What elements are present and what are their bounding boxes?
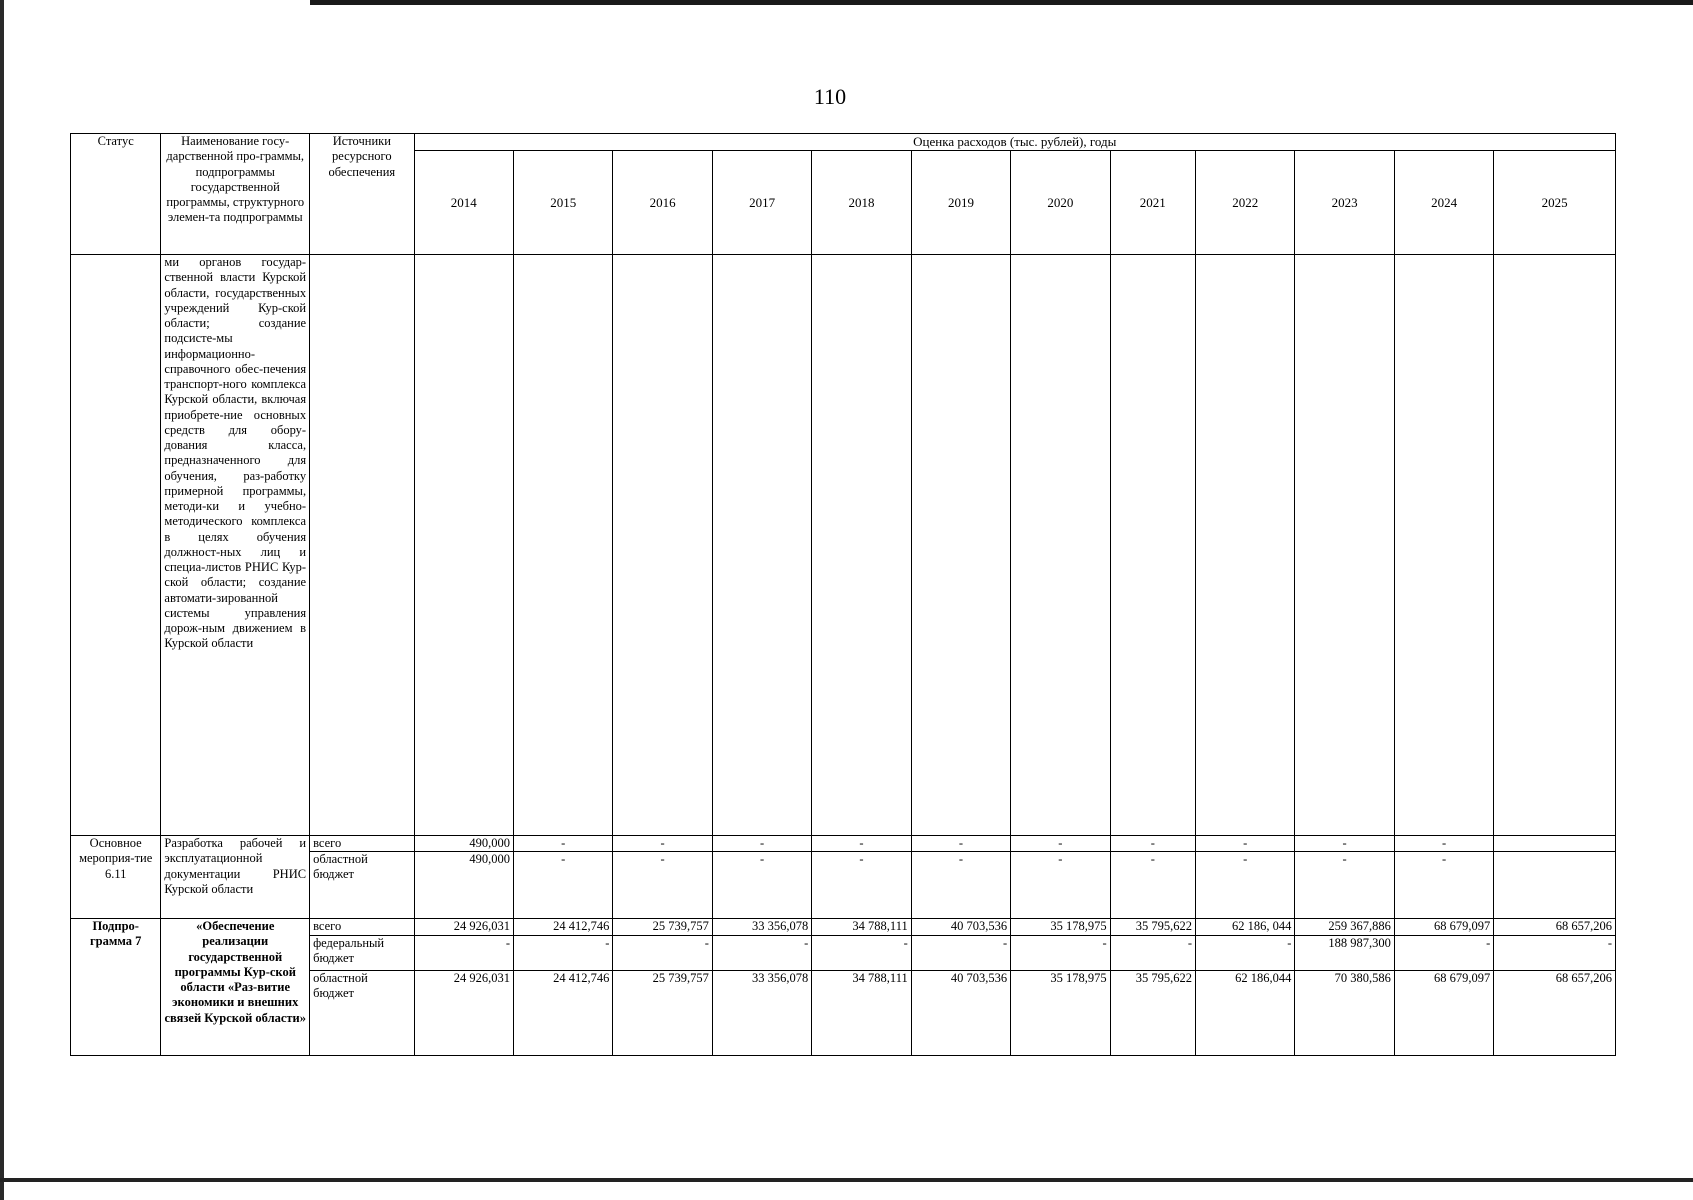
header-year: 2023 xyxy=(1295,151,1394,255)
value: 35 178,975 xyxy=(1011,919,1109,936)
subprogram-7-sources xyxy=(310,919,414,1056)
source-label: областной бюджет xyxy=(313,852,368,882)
measure-611-status: Основное мероприя-тие 6.11 xyxy=(71,836,161,919)
value-cell xyxy=(911,836,1010,919)
header-year: 2016 xyxy=(613,151,712,255)
value: 25 739,757 xyxy=(613,919,711,936)
value: 68 657,206 xyxy=(1494,919,1615,936)
header-year: 2020 xyxy=(1011,151,1110,255)
value: - xyxy=(613,936,711,971)
value: - xyxy=(1150,852,1155,866)
value: 188 987,300 xyxy=(1295,936,1393,971)
value: 35 795,622 xyxy=(1111,919,1195,936)
value-cell xyxy=(1011,919,1110,1056)
scan-edge-top xyxy=(310,0,1693,5)
header-year: 2017 xyxy=(712,151,811,255)
value: 33 356,078 xyxy=(713,919,811,936)
subprogram-7-name: «Обеспечение реализации государственной программы Кур-ской области «Раз-витие экономики и внешних связей Курской области» xyxy=(161,919,310,1056)
page-number: 110 xyxy=(813,84,847,109)
value: 33 356,078 xyxy=(752,971,809,985)
value: 68 679,097 xyxy=(1395,919,1493,936)
measure-611-sources xyxy=(310,836,414,919)
empty-cell xyxy=(1494,255,1616,836)
header-year: 2024 xyxy=(1394,151,1493,255)
value-cell xyxy=(513,919,612,1056)
continuation-name: ми органов государ-ственной власти Курской области, государственных учреждений Кур-ской области; создание подсисте-мы информационно-справочного обес-печения транспорт-ного комплекса Курской области, включая приобрете-ние основных средств для обору-дования класса, предназначенного для обучения, раз-работку примерной программы, методи-ки и учебно-методического комплекса в целях обучения должност-ных лиц и специа-листов РНИС Кур-ской области; создание автомати-зированной системы управления дорож-ным движением в Курской области xyxy=(161,255,310,836)
measure-611-name: Разработка рабочей и эксплуатационной документации РНИС Курской области xyxy=(161,836,310,919)
value-cell xyxy=(812,919,911,1056)
header-year: 2019 xyxy=(911,151,1010,255)
value: - xyxy=(812,836,910,852)
header-status: Статус xyxy=(71,134,161,255)
value-cell xyxy=(414,836,513,919)
value-cell xyxy=(613,836,712,919)
value-cell xyxy=(1195,919,1294,1056)
value-cell xyxy=(1295,919,1394,1056)
continuation-sources xyxy=(310,255,414,836)
value-cell xyxy=(812,836,911,919)
value: - xyxy=(1342,852,1347,866)
value: 62 186, 044 xyxy=(1196,919,1294,936)
continuation-row xyxy=(71,255,1616,836)
value: 24 412,746 xyxy=(514,919,612,936)
value: - xyxy=(759,852,765,866)
value: 490,000 xyxy=(469,852,510,866)
value: - xyxy=(1011,836,1109,852)
value-cell xyxy=(1494,919,1616,1056)
value: - xyxy=(1395,836,1493,852)
subprogram-7-status: Подпро-грамма 7 xyxy=(71,919,161,1056)
value-cell xyxy=(1195,836,1294,919)
value-cell xyxy=(911,919,1010,1056)
value: 68 679,097 xyxy=(1434,971,1491,985)
value: 24 412,746 xyxy=(553,971,610,985)
value: 490,000 xyxy=(415,836,513,852)
value: 24 926,031 xyxy=(453,971,510,985)
value: - xyxy=(1111,836,1195,852)
value: - xyxy=(514,836,612,852)
empty-cell xyxy=(1195,255,1294,836)
source-label: всего xyxy=(310,919,413,936)
value: - xyxy=(561,852,566,866)
value: - xyxy=(859,852,864,866)
value-cell xyxy=(712,836,811,919)
value: - xyxy=(1196,836,1294,852)
value: - xyxy=(1243,852,1248,866)
value: 34 788,111 xyxy=(852,971,908,985)
scan-edge-left xyxy=(0,0,4,1200)
value-cell xyxy=(414,919,513,1056)
budget-table xyxy=(70,133,1616,1056)
value: - xyxy=(713,936,811,971)
empty-cell xyxy=(1394,255,1493,836)
value: 259 367,886 xyxy=(1295,919,1393,936)
value: - xyxy=(713,836,811,852)
source-label: областной бюджет xyxy=(313,971,368,1001)
header-row-group xyxy=(71,134,1616,151)
value: 40 703,536 xyxy=(950,971,1008,985)
header-name: Наименование госу-дарственной про-граммы, подпрограммы государственной программы, структурного элемен-та подпрограммы xyxy=(161,134,310,255)
value-cell xyxy=(1110,919,1195,1056)
value-cell xyxy=(1011,836,1110,919)
continuation-status xyxy=(71,255,161,836)
value: - xyxy=(514,936,612,971)
value: - xyxy=(1111,936,1195,971)
value xyxy=(1494,836,1615,852)
value: - xyxy=(912,836,1010,852)
value: - xyxy=(1058,852,1063,866)
header-expenses-title: Оценка расходов (тыс. рублей), годы xyxy=(414,134,1615,151)
value: - xyxy=(1196,936,1294,971)
value: 24 926,031 xyxy=(415,919,513,936)
empty-cell xyxy=(1295,255,1394,836)
subprogram-7-row xyxy=(71,919,1616,1056)
empty-cell xyxy=(1011,255,1110,836)
value: 35 795,622 xyxy=(1135,971,1192,985)
value: - xyxy=(812,936,910,971)
value: - xyxy=(912,936,1010,971)
empty-cell xyxy=(812,255,911,836)
source-label: всего xyxy=(310,836,413,852)
empty-cell xyxy=(712,255,811,836)
value: - xyxy=(1441,852,1447,866)
value: - xyxy=(1494,936,1615,971)
value: 68 657,206 xyxy=(1555,971,1612,985)
value: 62 186,044 xyxy=(1235,971,1292,985)
empty-cell xyxy=(911,255,1010,836)
value-cell xyxy=(513,836,612,919)
value: - xyxy=(1395,936,1493,971)
empty-cell xyxy=(613,255,712,836)
value: 35 178,975 xyxy=(1050,971,1107,985)
value-cell xyxy=(1295,836,1394,919)
value: - xyxy=(415,936,513,971)
value: 70 380,586 xyxy=(1334,971,1391,985)
value: - xyxy=(613,836,711,852)
header-year: 2021 xyxy=(1110,151,1195,255)
value-cell xyxy=(1394,919,1493,1056)
header-year: 2025 xyxy=(1494,151,1616,255)
value: - xyxy=(660,852,665,866)
value-cell xyxy=(712,919,811,1056)
measure-611-row xyxy=(71,836,1616,919)
value: - xyxy=(1011,936,1109,971)
empty-cell xyxy=(414,255,513,836)
scan-edge-bottom xyxy=(0,1178,1693,1182)
source-label: федеральный бюджет xyxy=(310,936,413,971)
empty-cell xyxy=(513,255,612,836)
value: 40 703,536 xyxy=(912,919,1010,936)
value: - xyxy=(958,852,964,866)
header-year: 2015 xyxy=(513,151,612,255)
value-cell xyxy=(1110,836,1195,919)
header-sources: Источники ресурсного обеспечения xyxy=(310,134,414,255)
header-year: 2018 xyxy=(812,151,911,255)
value: 34 788,111 xyxy=(812,919,910,936)
value-cell xyxy=(1394,836,1493,919)
value-cell xyxy=(1494,836,1616,919)
value xyxy=(1494,852,1615,868)
value: 25 739,757 xyxy=(652,971,709,985)
empty-cell xyxy=(1110,255,1195,836)
value: - xyxy=(1295,836,1393,852)
header-year: 2014 xyxy=(414,151,513,255)
header-year: 2022 xyxy=(1195,151,1294,255)
value-cell xyxy=(613,919,712,1056)
